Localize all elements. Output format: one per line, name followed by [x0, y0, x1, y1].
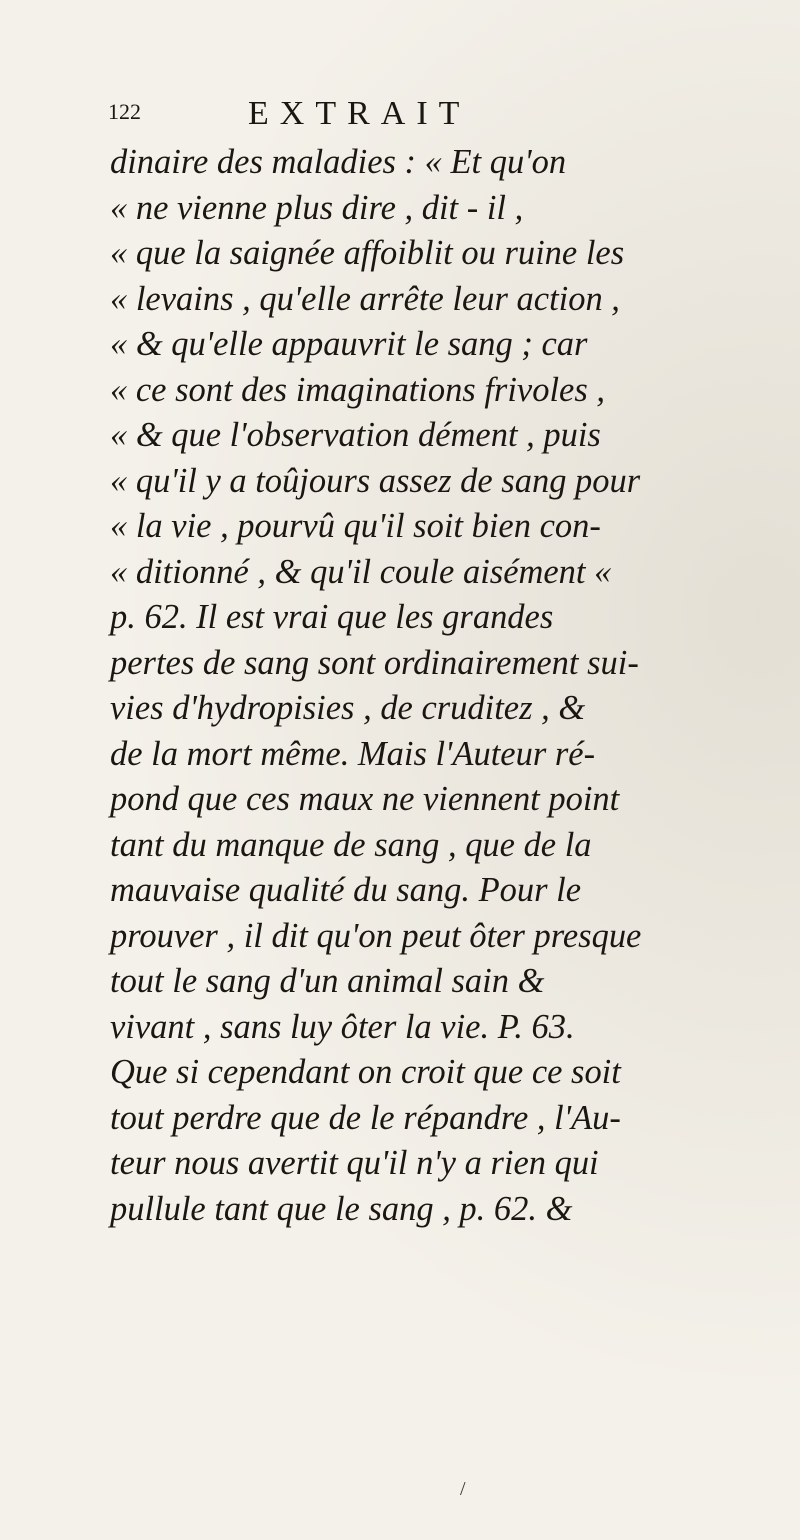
- running-head: [108, 95, 748, 135]
- text-line: mauvaise qualité du sang. Pour le: [110, 871, 582, 909]
- text-line: dinaire des maladies : « Et qu'on: [110, 143, 567, 181]
- text-line: « la vie , pourvû qu'il soit bien con-: [110, 507, 601, 545]
- text-line: pullule tant que le sang , p. 62. &: [110, 1189, 573, 1228]
- text-line: de la mort même. Mais l'Auteur ré-: [110, 734, 596, 773]
- text-line: Que si cependant on croit que ce soit: [110, 1053, 621, 1091]
- text-line: vivant , sans luy ôter la vie. P. 63.: [110, 1007, 575, 1046]
- text-line: pond que ces maux ne viennent point: [110, 780, 620, 818]
- text-line: « ne vienne plus dire , dit - il ,: [110, 188, 524, 227]
- text-line: « qu'il y a toûjours assez de sang pour: [110, 461, 641, 500]
- text-line: vies d'hydropisies , de cruditez , &: [110, 689, 586, 727]
- text-line: teur nous avertit qu'il n'y a rien qui: [110, 1144, 599, 1182]
- text-line: « ce sont des imaginations frivoles ,: [110, 370, 605, 409]
- text-line: tout perdre que de le répandre , l'Au-: [110, 1098, 621, 1137]
- bottom-mark: /: [460, 1478, 466, 1500]
- text-line: p. 62. Il est vrai que les grandes: [110, 598, 554, 636]
- page-number: 122: [108, 99, 141, 124]
- text-line: « levains , qu'elle arrête leur action ,: [110, 279, 620, 318]
- text-line: tout le sang d'un animal sain &: [110, 962, 545, 1000]
- text-line: prouver , il dit qu'on peut ôter presque: [110, 916, 642, 955]
- text-line: « & que l'observation dément , puis: [110, 416, 601, 454]
- running-title: EXTRAIT: [248, 95, 471, 132]
- text-body: [110, 140, 790, 1232]
- text-line: « que la saignée affoiblit ou ruine les: [110, 234, 625, 272]
- text-line: « & qu'elle appauvrit le sang ; car: [110, 325, 588, 363]
- text-line: « ditionné , & qu'il coule aisément «: [110, 552, 612, 591]
- text-line: tant du manque de sang , que de la: [110, 825, 592, 864]
- text-line: pertes de sang sont ordinairement sui-: [110, 643, 639, 682]
